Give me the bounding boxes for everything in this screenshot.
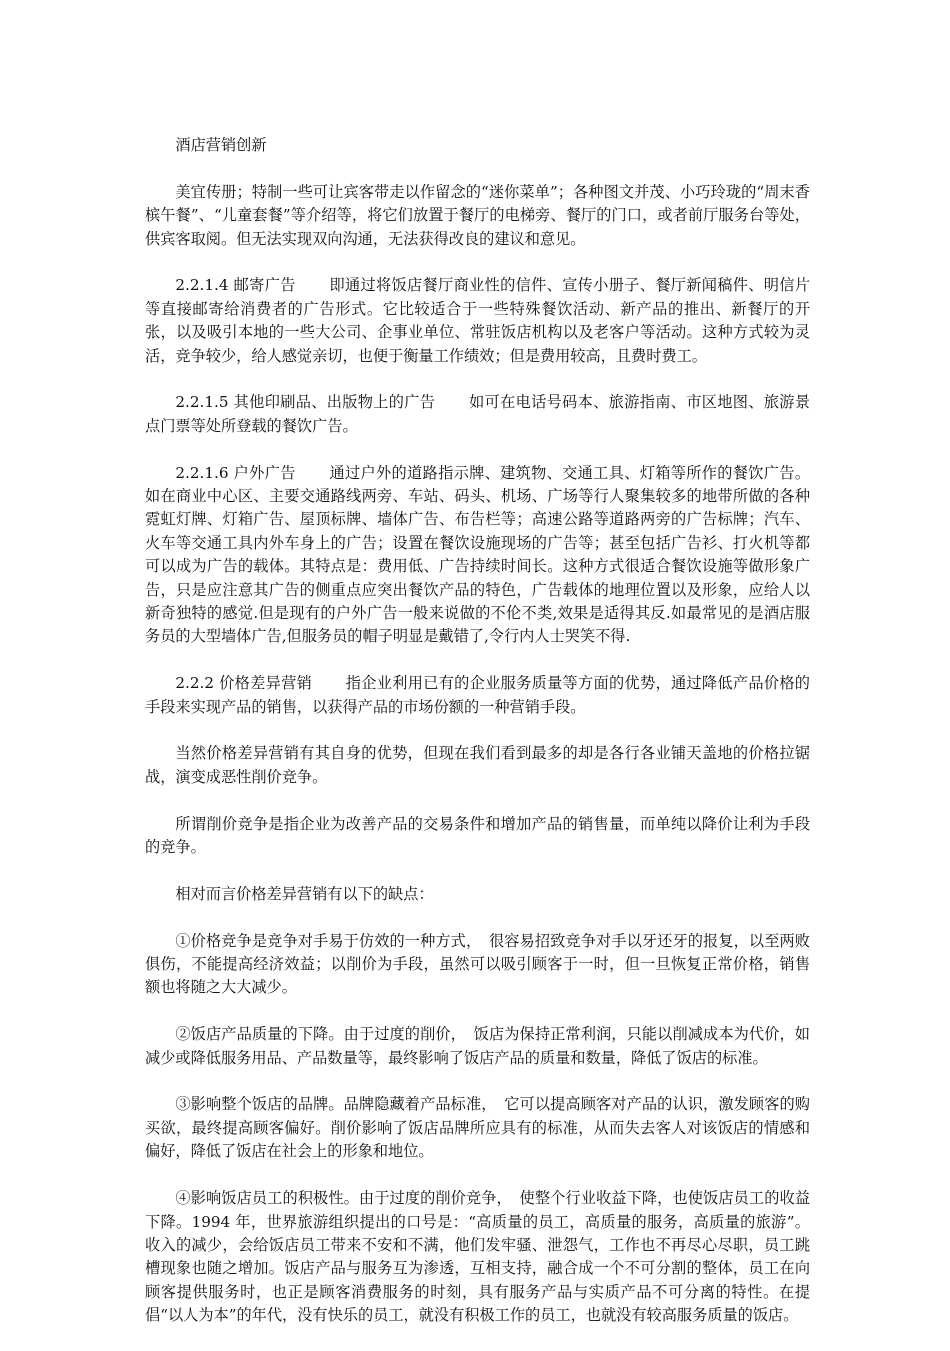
paragraph: [145, 1093, 810, 1163]
paragraph: [145, 274, 810, 368]
paragraph: [145, 391, 810, 438]
paragraph: [145, 462, 810, 649]
paragraph-text: 如可在电话号码本、旅游指南、市区地图、旅游景点门票等处所登载的餐饮广告。: [145, 393, 811, 435]
paragraph: [145, 930, 810, 1000]
paragraph-text: 相对而言价格差异营销有以下的缺点：: [175, 884, 434, 903]
paragraph-text: 所谓削价竞争是指企业为改善产品的交易条件和增加产品的销售量，而单纯以降价让利为手段的竞争。: [145, 814, 810, 857]
document-title: 酒店营销创新: [175, 136, 267, 154]
paragraph-text: ④影响饭店员工的积极性。由于过度的削价竞争， 使整个行业收益下降，也使饭店员工的收益下降。1994 年，世界旅游组织提出的口号是：“高质量的员工，高质量的服务，高质量的旅游”。收入的减少，会给饭店员工带来不安和不满，他们发牢骚、泄怨气，工作也不再尽心尽职，员工跳槽现象也随之增加。饭店产品与服务互为渗透，互相支持，融合成一个不可分割的整体，员工在向顾客提供服务时，也正是顾客消费服务的时刻，具有服务产品与实质产品不可分离的特性。在提倡“以人为本”的年代，没有快乐的员工，就没有积极工作的员工，也就没有较高服务质量的饭店。: [145, 1189, 810, 1325]
paragraph-text: 即通过将饭店餐厅商业性的信件、宣传小册子、餐厅新闻稿件、明信片等直接邮寄给消费者的广告形式。它比较适合于一些特殊餐饮活动、新产品的推出、新餐厅的开张，以及吸引本地的一些大公司、企事业单位、常驻饭店机构以及老客户等活动。这种方式较为灵活，竞争较少，给人感觉亲切，也便于衡量工作绩效；但是费用较高，且费时费工。: [145, 276, 811, 365]
section-heading: 2.2.2 价格差异营销: [175, 674, 313, 693]
paragraph-text: ②饭店产品质量的下降。由于过度的削价， 饭店为保持正常利润，只能以削减成本为代价，如减少或降低服务用品、产品数量等，最终影响了饭店产品的质量和数量，降低了饭店的标准。: [145, 1025, 810, 1067]
document-body: [145, 134, 810, 1351]
section-heading: 2.2.1.5 其他印刷品、出版物上的广告: [175, 393, 436, 412]
paragraph-text: 通过户外的道路指示牌、建筑物、交通工具、灯箱等所作的餐饮广告。如在商业中心区、主要交通路线两旁、车站、码头、机场、广场等行人聚集较多的地带所做的各种霓虹灯牌、灯箱广告、屋顶标牌、墙体广告、布告栏等；高速公路等道路两旁的广告标牌；汽车、火车等交通工具内外车身上的广告；设置在餐饮设施现场的广告等；甚至包括广告衫、打火机等都可以成为广告的载体。其特点是：费用低、广告持续时间长。这种方式很适合餐饮设施等做形象广告，只是应注意其广告的侧重点应突出餐饮产品的特色，广告载体的地理位置以及形象，应给人以新奇独特的感觉.但是现有的户外广告一般来说做的不伦不类,效果是适得其反.如最常见的是酒店服务员的大型墙体广告,但服务员的帽子明显是戴错了,令行内人士哭笑不得.: [145, 463, 811, 646]
paragraph-text: 指企业利用已有的企业服务质量等方面的优势，通过降低产品价格的手段来实现产品的销售，以获得产品的市场份额的一种营销手段。: [145, 674, 810, 716]
paragraph-text: 当然价格差异营销有其自身的优势，但现在我们看到最多的却是各行各业铺天盖地的价格拉锯战，演变成恶性削价竞争。: [145, 744, 810, 786]
paragraph: [145, 181, 810, 251]
section-heading: 2.2.1.6 户外广告: [175, 463, 296, 482]
paragraph: [145, 742, 810, 789]
paragraph: [145, 1023, 810, 1070]
paragraph-text: ①价格竞争是竞争对手易于仿效的一种方式， 很容易招致竞争对手以牙还牙的报复，以至两败俱伤，不能提高经济效益；以削价为手段，虽然可以吸引顾客于一时，但一旦恢复正常价格，销售额也将随之大大减少。: [145, 931, 810, 997]
paragraph: [145, 672, 810, 719]
paragraph-text: ③影响整个饭店的品牌。品牌隐藏着产品标准， 它可以提高顾客对产品的认识，激发顾客的购买欲，最终提高顾客偏好。削价影响了饭店品牌所应具有的标准，从而失去客人对该饭店的情感和偏好，降低了饭店在社会上的形象和地位。: [145, 1095, 810, 1161]
paragraph-text: 美宜传册；特制一些可让宾客带走以作留念的“迷你菜单”；各种图文并茂、小巧玲珑的“周末香槟午餐”、“儿童套餐”等介绍等，将它们放置于餐厅的电梯旁、餐厅的门口，或者前厅服务台等处，供宾客取阅。但无法实现双向沟通，无法获得改良的建议和意见。: [145, 182, 810, 248]
paragraph: [145, 883, 810, 906]
section-heading: 2.2.1.4 邮寄广告: [175, 276, 296, 295]
paragraph: [145, 813, 810, 860]
paragraph: [145, 1187, 810, 1327]
